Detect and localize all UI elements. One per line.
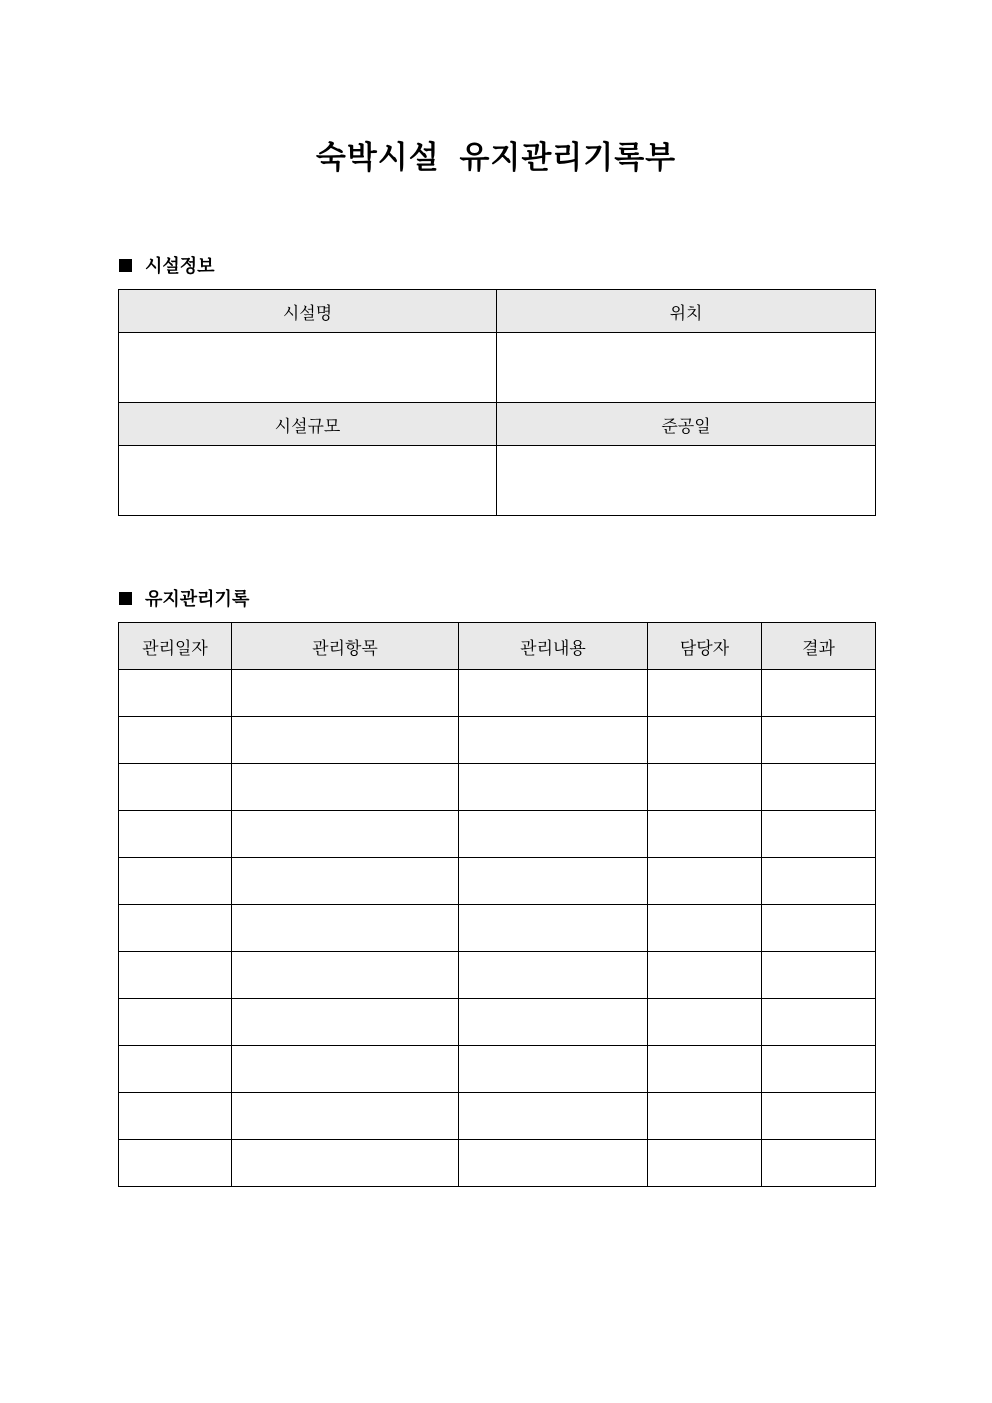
result-cell[interactable] bbox=[762, 1140, 876, 1187]
column-header-item: 관리항목 bbox=[232, 623, 459, 670]
date-cell[interactable] bbox=[119, 717, 232, 764]
item-cell[interactable] bbox=[232, 952, 459, 999]
table-row bbox=[119, 764, 876, 811]
result-cell[interactable] bbox=[762, 1093, 876, 1140]
result-cell[interactable] bbox=[762, 717, 876, 764]
date-cell[interactable] bbox=[119, 858, 232, 905]
location-field[interactable] bbox=[497, 333, 876, 403]
result-cell[interactable] bbox=[762, 858, 876, 905]
item-cell[interactable] bbox=[232, 905, 459, 952]
item-cell[interactable] bbox=[232, 764, 459, 811]
label-facility-scale: 시설규모 bbox=[119, 403, 497, 446]
details-cell[interactable] bbox=[459, 858, 648, 905]
label-location: 위치 bbox=[497, 290, 876, 333]
person-cell[interactable] bbox=[648, 764, 762, 811]
item-cell[interactable] bbox=[232, 1140, 459, 1187]
result-cell[interactable] bbox=[762, 764, 876, 811]
table-row bbox=[119, 1046, 876, 1093]
item-cell[interactable] bbox=[232, 999, 459, 1046]
result-cell[interactable] bbox=[762, 952, 876, 999]
table-row bbox=[119, 858, 876, 905]
label-facility-name: 시설명 bbox=[119, 290, 497, 333]
date-cell[interactable] bbox=[119, 1046, 232, 1093]
details-cell[interactable] bbox=[459, 952, 648, 999]
item-cell[interactable] bbox=[232, 1046, 459, 1093]
date-cell[interactable] bbox=[119, 811, 232, 858]
facility-info-table bbox=[118, 289, 876, 516]
table-row bbox=[119, 905, 876, 952]
person-cell[interactable] bbox=[648, 858, 762, 905]
item-cell[interactable] bbox=[232, 717, 459, 764]
result-cell[interactable] bbox=[762, 1046, 876, 1093]
section-heading-label: 시설정보 bbox=[145, 256, 215, 277]
details-cell[interactable] bbox=[459, 905, 648, 952]
date-cell[interactable] bbox=[119, 999, 232, 1046]
person-cell[interactable] bbox=[648, 1140, 762, 1187]
person-cell[interactable] bbox=[648, 670, 762, 717]
details-cell[interactable] bbox=[459, 764, 648, 811]
section-heading-facility-info bbox=[119, 252, 215, 278]
date-cell[interactable] bbox=[119, 905, 232, 952]
person-cell[interactable] bbox=[648, 811, 762, 858]
table-header-row bbox=[119, 403, 876, 446]
maintenance-log-table bbox=[118, 622, 876, 1187]
person-cell[interactable] bbox=[648, 905, 762, 952]
item-cell[interactable] bbox=[232, 811, 459, 858]
facility-scale-field[interactable] bbox=[119, 446, 497, 516]
details-cell[interactable] bbox=[459, 811, 648, 858]
result-cell[interactable] bbox=[762, 670, 876, 717]
table-row bbox=[119, 1140, 876, 1187]
table-value-row bbox=[119, 446, 876, 516]
completion-date-field[interactable] bbox=[497, 446, 876, 516]
table-row bbox=[119, 952, 876, 999]
details-cell[interactable] bbox=[459, 999, 648, 1046]
section-heading-label: 유지관리기록 bbox=[145, 589, 250, 610]
date-cell[interactable] bbox=[119, 764, 232, 811]
result-cell[interactable] bbox=[762, 811, 876, 858]
table-row bbox=[119, 811, 876, 858]
facility-name-field[interactable] bbox=[119, 333, 497, 403]
table-row bbox=[119, 999, 876, 1046]
details-cell[interactable] bbox=[459, 1093, 648, 1140]
item-cell[interactable] bbox=[232, 1093, 459, 1140]
details-cell[interactable] bbox=[459, 1046, 648, 1093]
date-cell[interactable] bbox=[119, 952, 232, 999]
black-square-icon bbox=[119, 259, 132, 272]
person-cell[interactable] bbox=[648, 1046, 762, 1093]
label-completion-date: 준공일 bbox=[497, 403, 876, 446]
date-cell[interactable] bbox=[119, 1140, 232, 1187]
column-header-date: 관리일자 bbox=[119, 623, 232, 670]
table-value-row bbox=[119, 333, 876, 403]
item-cell[interactable] bbox=[232, 858, 459, 905]
table-header-row bbox=[119, 290, 876, 333]
black-square-icon bbox=[119, 592, 132, 605]
result-cell[interactable] bbox=[762, 905, 876, 952]
result-cell[interactable] bbox=[762, 999, 876, 1046]
person-cell[interactable] bbox=[648, 1093, 762, 1140]
document-title: 숙박시설 유지관리기록부 bbox=[315, 140, 677, 176]
table-row bbox=[119, 717, 876, 764]
date-cell[interactable] bbox=[119, 1093, 232, 1140]
details-cell[interactable] bbox=[459, 670, 648, 717]
item-cell[interactable] bbox=[232, 670, 459, 717]
column-header-result: 결과 bbox=[762, 623, 876, 670]
date-cell[interactable] bbox=[119, 670, 232, 717]
table-row bbox=[119, 1093, 876, 1140]
table-row bbox=[119, 670, 876, 717]
person-cell[interactable] bbox=[648, 999, 762, 1046]
column-header-person: 담당자 bbox=[648, 623, 762, 670]
person-cell[interactable] bbox=[648, 952, 762, 999]
column-header-details: 관리내용 bbox=[459, 623, 648, 670]
details-cell[interactable] bbox=[459, 717, 648, 764]
table-header-row bbox=[119, 623, 876, 670]
maintenance-log-body bbox=[119, 670, 876, 1187]
section-heading-maintenance-log bbox=[119, 585, 249, 611]
person-cell[interactable] bbox=[648, 717, 762, 764]
details-cell[interactable] bbox=[459, 1140, 648, 1187]
